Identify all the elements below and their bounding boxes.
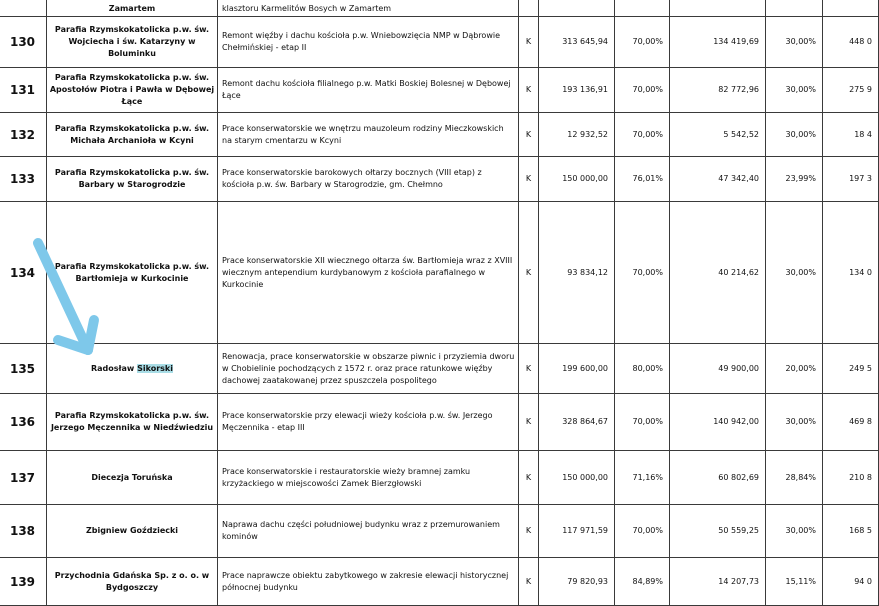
- row-pct-own: 70,00%: [615, 17, 670, 68]
- row-cost: 193 136,91: [539, 68, 615, 113]
- row-total: 448 0: [823, 17, 879, 68]
- row-description: Prace konserwatorskie i restauratorskie wieży bramnej zamku krzyżackiego w miejscowości Zamek Bierzgłowski: [218, 451, 519, 505]
- row-description: Prace konserwatorskie przy elewacji wieży kościoła p.w. św. Jerzego Męczennika - etap III: [218, 394, 519, 451]
- row-pct-own: 70,00%: [615, 505, 670, 558]
- name-first: Radosław: [91, 363, 135, 373]
- row-pct-own: 70,00%: [615, 68, 670, 113]
- row-name: Diecezja Toruńska: [47, 451, 218, 505]
- row-number: 134: [0, 202, 47, 344]
- row-cost: 328 864,67: [539, 394, 615, 451]
- row-total: 249 5: [823, 344, 879, 394]
- row-type: K: [519, 202, 539, 344]
- row-pct-own: 76,01%: [615, 157, 670, 202]
- row-pct-own: 80,00%: [615, 344, 670, 394]
- row-total: 18 4: [823, 113, 879, 157]
- row-pct-own: 71,16%: [615, 451, 670, 505]
- table-row-fragment: [0, 0, 879, 17]
- row-cost: 93 834,12: [539, 202, 615, 344]
- row-type: K: [519, 157, 539, 202]
- row-cost: 12 932,52: [539, 113, 615, 157]
- table-row: [0, 113, 879, 157]
- row-number: 137: [0, 451, 47, 505]
- row-name: Przychodnia Gdańska Sp. z o. o. w Bydgoszczy: [47, 558, 218, 606]
- table-row: [0, 394, 879, 451]
- row-pct-grant: 30,00%: [766, 505, 823, 558]
- table-row: [0, 344, 879, 394]
- row-pct-own: 70,00%: [615, 394, 670, 451]
- row-number: 130: [0, 17, 47, 68]
- row-pct-own: 84,89%: [615, 558, 670, 606]
- row-pct-grant: 20,00%: [766, 344, 823, 394]
- row-pct-grant: 15,11%: [766, 558, 823, 606]
- row-total: 469 8: [823, 394, 879, 451]
- row-name: Parafia Rzymskokatolicka p.w. św. Apostołów Piotra i Pawła w Dębowej Łące: [47, 68, 218, 113]
- row-name: Parafia Rzymskokatolicka p.w. św. Barbary w Starogrodzie: [47, 157, 218, 202]
- row-type: K: [519, 344, 539, 394]
- table-row: [0, 202, 879, 344]
- row-description: Prace konserwatorskie barokowych ołtarzy bocznych (VIII etap) z kościoła p.w. św. Barbary w Starogrodzie, gm. Chełmno: [218, 157, 519, 202]
- row-type: K: [519, 68, 539, 113]
- row-type: K: [519, 558, 539, 606]
- row-grant: 47 342,40: [670, 157, 766, 202]
- row-cost: 117 971,59: [539, 505, 615, 558]
- row-description: Renowacja, prace konserwatorskie w obszarze piwnic i przyziemia dworu w Chobielinie pochodzących z 1572 r. oraz prace ratunkowe więźby dachowej zaatakowanej przez spuszczela pospolitego: [218, 344, 519, 394]
- row-number: 139: [0, 558, 47, 606]
- row-description: Remont dachu kościoła filialnego p.w. Matki Boskiej Bolesnej w Dębowej Łące: [218, 68, 519, 113]
- row-pct-own: 70,00%: [615, 113, 670, 157]
- row-number: 131: [0, 68, 47, 113]
- row-pct-grant: 30,00%: [766, 202, 823, 344]
- row-name: Zamartem: [47, 0, 218, 17]
- row-description: Remont więźby i dachu kościoła p.w. Wniebowzięcia NMP w Dąbrowie Chełmińskiej - etap II: [218, 17, 519, 68]
- row-name: Zbigniew Goździecki: [47, 505, 218, 558]
- table-row: [0, 68, 879, 113]
- row-type: K: [519, 113, 539, 157]
- row-cost: 313 645,94: [539, 17, 615, 68]
- row-grant: 40 214,62: [670, 202, 766, 344]
- row-total: 210 8: [823, 451, 879, 505]
- row-number: 133: [0, 157, 47, 202]
- row-cost: 150 000,00: [539, 157, 615, 202]
- row-name: Parafia Rzymskokatolicka p.w. św. Jerzego Męczennika w Niedźwiedziu: [47, 394, 218, 451]
- row-pct-grant: 30,00%: [766, 394, 823, 451]
- row-total: 168 5: [823, 505, 879, 558]
- row-grant: 82 772,96: [670, 68, 766, 113]
- row-name: [47, 344, 218, 394]
- row-pct-grant: 28,84%: [766, 451, 823, 505]
- table-row: [0, 558, 879, 606]
- row-description: Prace konserwatorskie we wnętrzu mauzoleum rodziny Mieczkowskich na starym cmentarzu w Kcyni: [218, 113, 519, 157]
- row-total: 94 0: [823, 558, 879, 606]
- row-grant: 5 542,52: [670, 113, 766, 157]
- row-cost: 150 000,00: [539, 451, 615, 505]
- row-number: 132: [0, 113, 47, 157]
- row-number: 138: [0, 505, 47, 558]
- row-type: K: [519, 394, 539, 451]
- row-total: 134 0: [823, 202, 879, 344]
- row-description: klasztoru Karmelitów Bosych w Zamartem: [218, 0, 519, 17]
- row-pct-grant: 23,99%: [766, 157, 823, 202]
- row-pct-grant: 30,00%: [766, 17, 823, 68]
- row-description: Naprawa dachu części południowej budynku wraz z przemurowaniem kominów: [218, 505, 519, 558]
- row-name: Parafia Rzymskokatolicka p.w. św. Bartłomieja w Kurkocinie: [47, 202, 218, 344]
- row-cost: 199 600,00: [539, 344, 615, 394]
- row-description: Prace naprawcze obiektu zabytkowego w zakresie elewacji historycznej północnej budynku: [218, 558, 519, 606]
- row-type: K: [519, 451, 539, 505]
- table-row: [0, 505, 879, 558]
- row-name: Parafia Rzymskokatolicka p.w. św. Michała Archanioła w Kcyni: [47, 113, 218, 157]
- row-grant: 50 559,25: [670, 505, 766, 558]
- row-grant: 140 942,00: [670, 394, 766, 451]
- row-grant: 49 900,00: [670, 344, 766, 394]
- row-total: 197 3: [823, 157, 879, 202]
- row-pct-grant: 30,00%: [766, 68, 823, 113]
- row-total: 275 9: [823, 68, 879, 113]
- row-type: K: [519, 505, 539, 558]
- table-row: [0, 157, 879, 202]
- row-pct-grant: 30,00%: [766, 113, 823, 157]
- row-grant: 14 207,73: [670, 558, 766, 606]
- table-row: [0, 451, 879, 505]
- row-cost: 79 820,93: [539, 558, 615, 606]
- row-grant: 60 802,69: [670, 451, 766, 505]
- row-pct-own: 70,00%: [615, 202, 670, 344]
- row-description: Prace konserwatorskie XII wiecznego ołtarza św. Bartłomieja wraz z XVIII wiecznym antependium kurdybanowym z kościoła parafialnego w Kurkocinie: [218, 202, 519, 344]
- table-row: [0, 17, 879, 68]
- row-grant: 134 419,69: [670, 17, 766, 68]
- highlighted-surname: Sikorski: [137, 363, 173, 373]
- row-type: K: [519, 17, 539, 68]
- row-number: 135: [0, 344, 47, 394]
- row-name: Parafia Rzymskokatolicka p.w. św. Wojciecha i św. Katarzyny w Boluminku: [47, 17, 218, 68]
- row-number: 136: [0, 394, 47, 451]
